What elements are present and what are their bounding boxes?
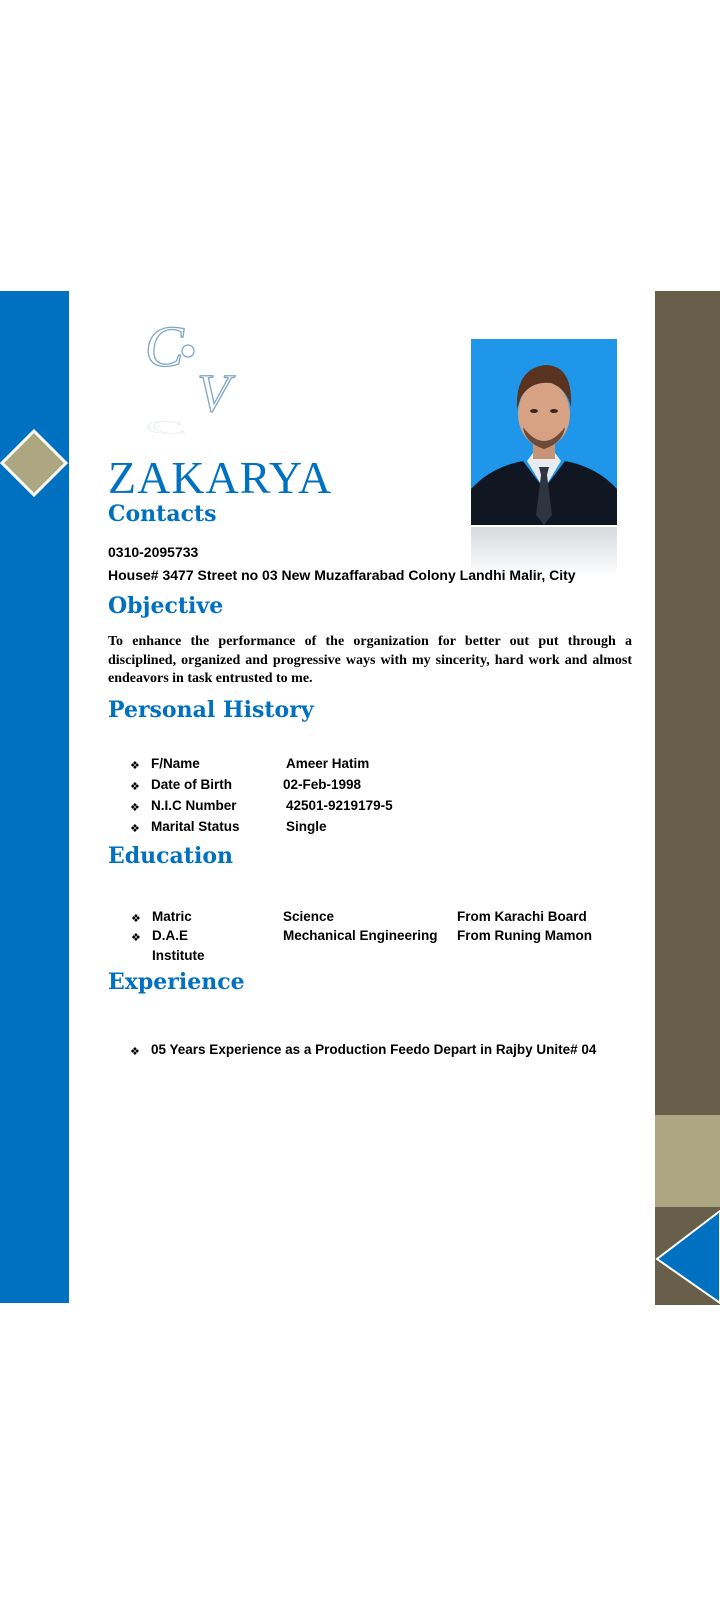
experience-item: 05 Years Experience as a Production Feedo Depart in Rajby Unite# 04 (151, 1042, 597, 1057)
diamond-bullet-icon: ❖ (131, 932, 141, 944)
personal-value: 02-Feb-1998 (283, 777, 362, 792)
diamond-bullet-icon: ❖ (130, 781, 140, 793)
resume-page (0, 291, 720, 1305)
personal-value: Single (286, 819, 327, 834)
education-field: Mechanical Engineering (283, 928, 438, 943)
candidate-name: ZAKARYA (108, 452, 333, 503)
education-heading: Education (108, 843, 233, 869)
diamond-bullet-icon: ❖ (131, 913, 141, 925)
objective-heading: Objective (108, 593, 224, 619)
contacts-heading: Contacts (108, 501, 217, 527)
education-level: Matric (152, 909, 192, 924)
education-continuation: Institute (152, 948, 205, 963)
svg-text:C: C (145, 416, 184, 439)
education-institution: From Runing Mamon (457, 928, 592, 943)
experience-heading: Experience (108, 969, 245, 995)
personal-label: N.I.C Number (151, 798, 237, 813)
phone-number: 0310-2095733 (108, 544, 199, 560)
diamond-bullet-icon: ❖ (130, 802, 140, 814)
diamond-bullet-icon: ❖ (130, 760, 140, 772)
diamond-bullet-icon: ❖ (130, 823, 140, 835)
address: House# 3477 Street no 03 New Muzaffarabad Colony Landhi Malir, City (108, 567, 576, 583)
education-level: D.A.E (152, 928, 189, 943)
svg-text:C: C (145, 314, 184, 379)
cv-logo-icon (140, 311, 250, 439)
education-field: Science (283, 909, 335, 924)
objective-text: To enhance the performance of the organization for better out put through a disciplined, organized and progressive ways with my sincerity, hard work and almost endeavors in task entrusted to me. (108, 634, 632, 686)
svg-text:V: V (197, 363, 230, 423)
personal-history-heading: Personal History (108, 697, 314, 723)
triangle-ornament-icon (655, 1207, 720, 1305)
personal-label: Marital Status (151, 819, 240, 834)
personal-value: Ameer Hatim (286, 756, 370, 771)
personal-label: Date of Birth (151, 777, 232, 792)
right-tan-block (655, 1115, 720, 1207)
personal-value: 42501-9219179-5 (286, 798, 393, 813)
personal-label: F/Name (151, 756, 200, 771)
profile-photo (471, 339, 617, 525)
diamond-bullet-icon: ❖ (130, 1046, 140, 1058)
diamond-ornament-icon (0, 429, 68, 497)
education-institution: From Karachi Board (457, 909, 587, 924)
